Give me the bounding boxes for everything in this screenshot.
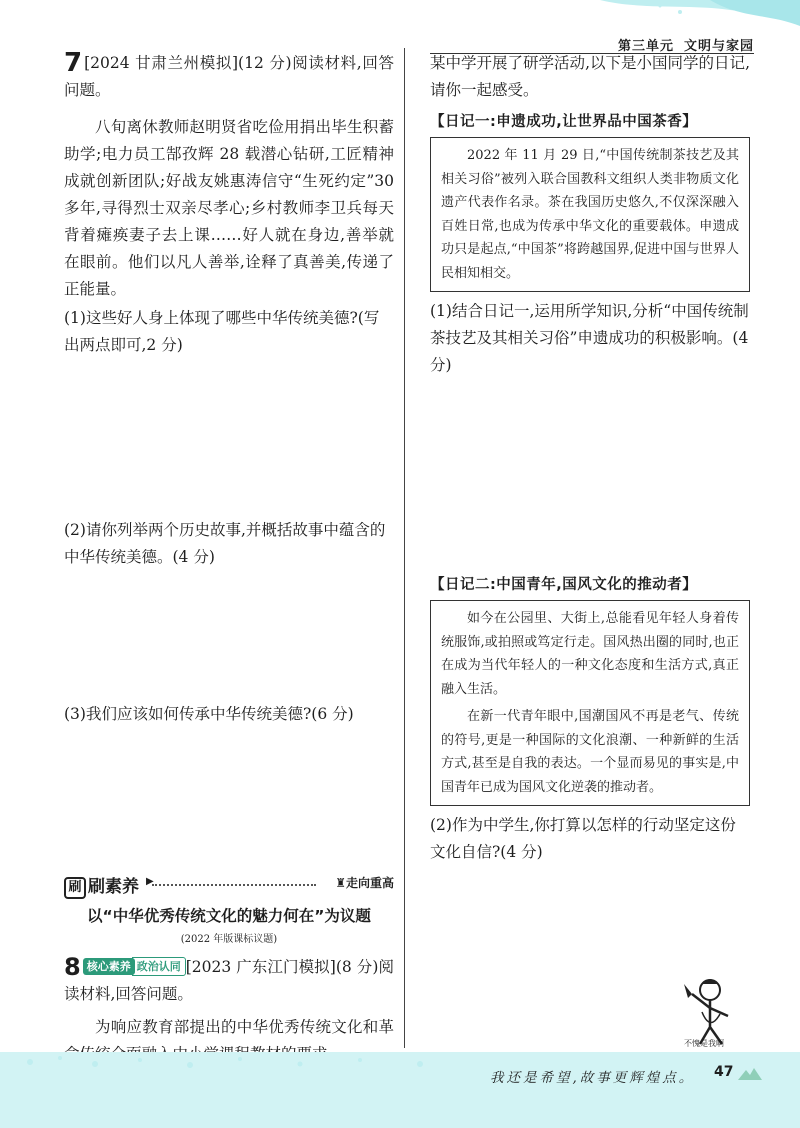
column-divider [404, 48, 405, 1048]
q7-sub2: (2)请你列举两个历史故事,并概括故事中蕴含的中华传统美德。(4 分) [64, 521, 386, 566]
q7-sub3: (3)我们应该如何传承中华传统美德?(6 分) [64, 705, 354, 723]
topic-title: 以“中华优秀传统文化的魅力何在”为议题 [87, 907, 371, 925]
question-7 [64, 50, 394, 728]
q8-intro-right: 某中学开展了研学活动,以下是小国同学的日记,请你一起感受。 [430, 54, 750, 99]
q8-stem: 8 核心素养 政治认同 [2023 广东江门模拟](8 分)阅读材料,回答问题。 [64, 953, 394, 1003]
mascot-caption: 不愧是我啊 [684, 1039, 724, 1048]
footer-slogan: 我还是希望,故事更辉煌点。 [490, 1070, 696, 1086]
tag-political-identity: 政治认同 [132, 957, 186, 976]
q7-answer-space-2[interactable] [64, 571, 394, 701]
q8-sub1: (1)结合日记一,运用所学知识,分析“中国传统制茶技艺及其相关习俗”申遗成功的积极影响。(4 分) [430, 302, 749, 374]
diary1-title: 【日记一:申遗成功,让世界品中国茶香】 [430, 114, 698, 130]
q8-intro-left: 为响应教育部提出的中华优秀传统文化和革 [95, 1018, 394, 1036]
diary2-paragraph-2: 在新一代青年眼中,国潮国风不再是老气、传统的符号,更是一种国际的文化浪潮、一种新鲜的生活方式,甚至是自我的表达。一个显而易见的事实是,中国青年已成为国风文化逆袭的推动者。 [441, 709, 739, 795]
q8-number: 8 [64, 953, 81, 981]
q7-sub1: (1)这些好人身上体现了哪些中华传统美德?(写出两点即可,2 分) [64, 309, 380, 354]
q7-material: 八旬离休教师赵明贤省吃俭用捐出毕生积蓄助学;电力员工郜孜辉 28 载潜心钻研,工匠精神成就创新团队;好战友姚惠涛信守“生死约定”30 多年,寻得烈士双亲尽孝心;乡村教师李卫兵每天背着瘫痪妻子去上课……好人就在身边,善举就在眼前。他们以凡人善举,诠释了真善美,传递了正能量。 [64, 118, 394, 298]
topic-subtitle: (2022 年版课标议题) [180, 934, 278, 945]
q8-sub2: (2)作为中学生,你打算以怎样的行动坚定这份文化自信?(4 分) [430, 816, 736, 861]
q8-answer-space-1[interactable] [430, 379, 750, 567]
question-8-continued [430, 50, 750, 866]
mountain-icon [738, 1066, 762, 1080]
q7-number: 7 [64, 48, 83, 78]
section-bar [64, 872, 394, 898]
diary2-paragraph-1: 如今在公园里、大街上,总能看见年轻人身着传统服饰,或拍照或笃定行走。国风热出圈的同时,也正在成为当代年轻人的一种文化态度和生活方式,真正融入生活。 [441, 611, 739, 697]
header-unit: 第三单元 文明与家园 [617, 39, 754, 54]
q7-answer-space-1[interactable] [64, 359, 394, 517]
diary1-text: 2022 年 11 月 29 日,“中国传统制茶技艺及其相关习俗”被列入联合国教科文组织人类非物质文化遗产代表作名录。茶在我国历史悠久,不仅深深融入百姓日常,也成为传承中华文化的重要载体。申遗成功只是起点,“中国茶”将跨越国界,促进中国与世界人民相知相交。 [441, 148, 739, 281]
section-logo-icon: 刷 [64, 877, 86, 899]
arrow-right-icon: ▶ [146, 876, 154, 887]
section-logo: 刷 刷素养 [64, 872, 139, 899]
section-dotted-line [152, 884, 316, 886]
section-right-label: ♜走向重高 [335, 876, 394, 890]
diary2-box [430, 600, 750, 806]
page-number: 47 [714, 1064, 734, 1080]
diary1-box [430, 137, 750, 292]
diary2-title: 【日记二:中国青年,国风文化的推动者】 [430, 577, 698, 593]
q7-stem: 7 [2024 甘肃兰州模拟](12 分)阅读材料,回答问题。 [64, 48, 394, 99]
tag-core-literacy: 核心素养 [83, 958, 135, 975]
tower-icon: ♜ [335, 876, 346, 890]
